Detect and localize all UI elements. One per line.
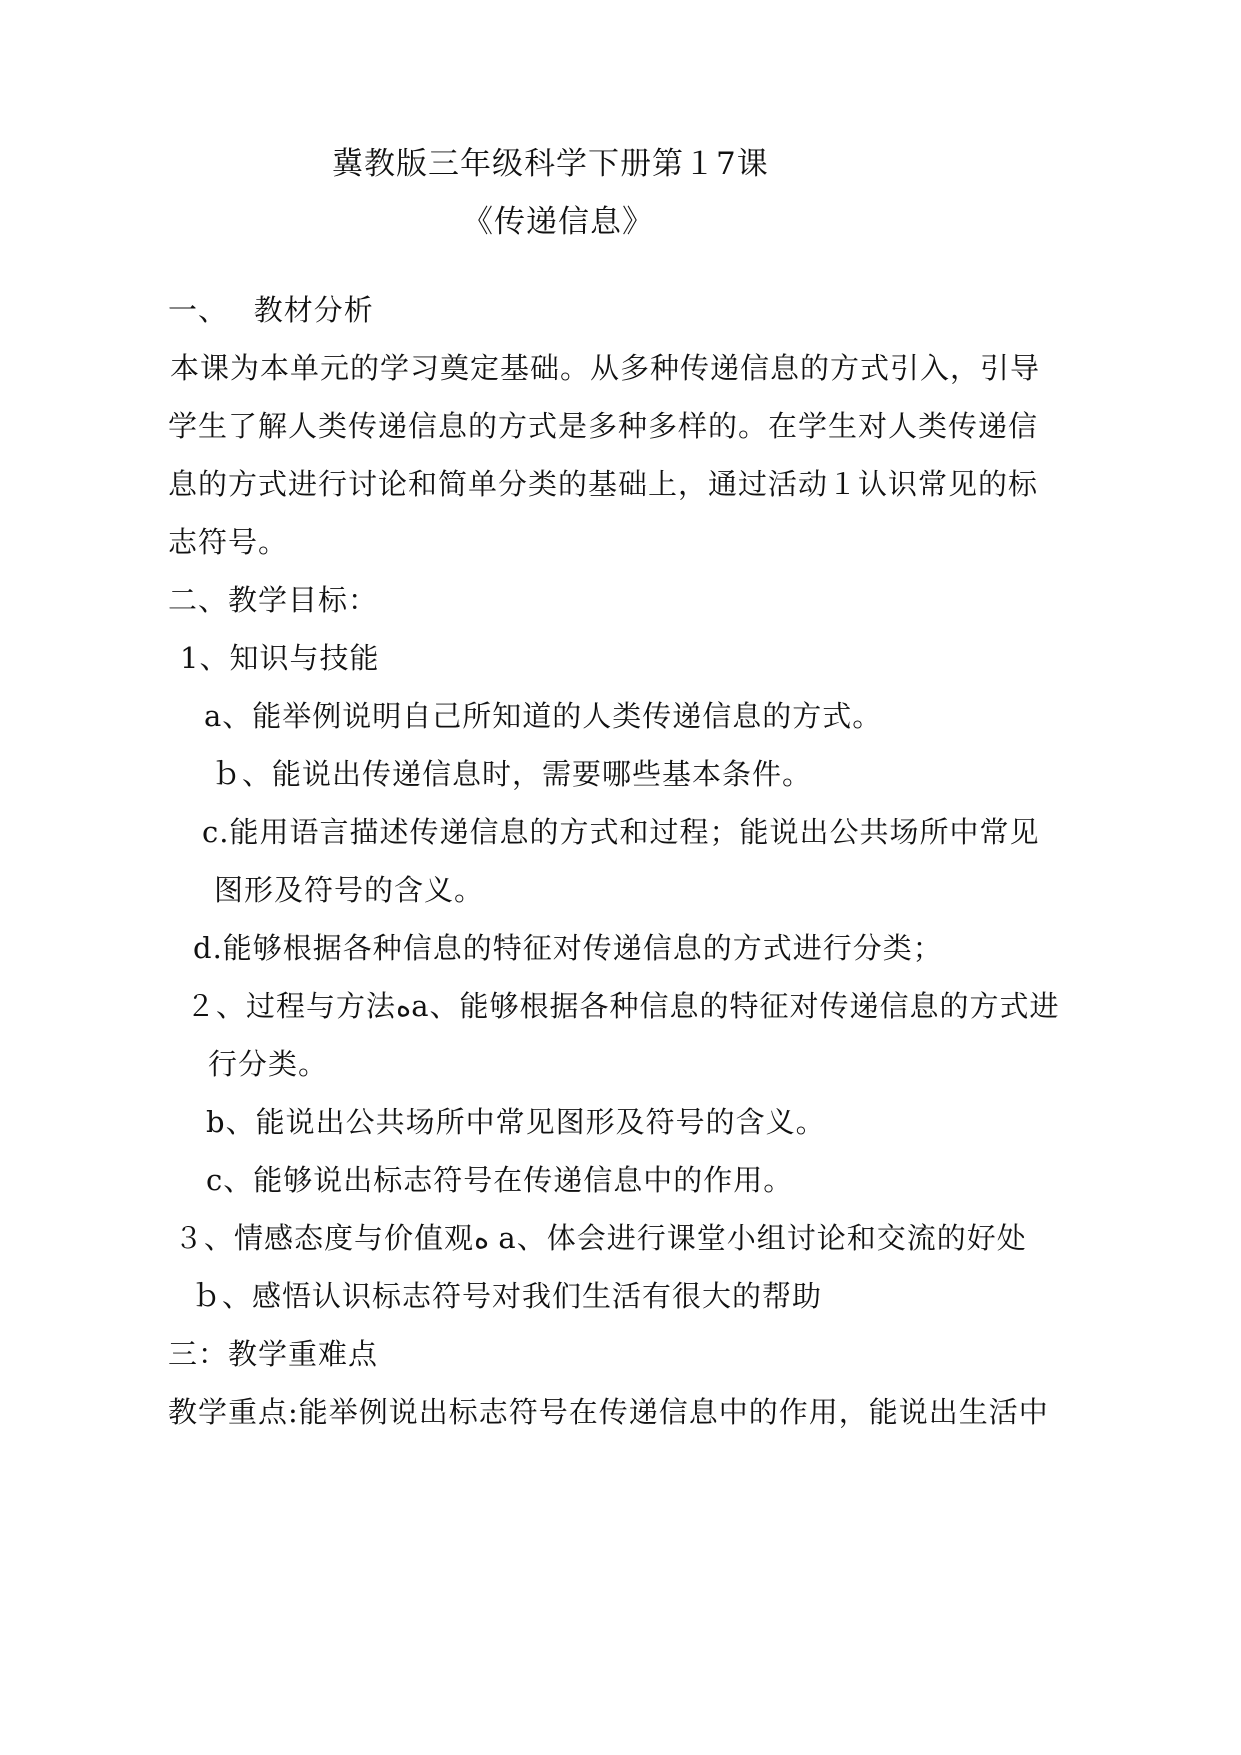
document-title: 冀教版三年级科学下册第１7课 (332, 146, 769, 182)
list-item: ｂ、能说出传递信息时，需要哪些基本条件。 (212, 757, 813, 791)
list-item-continuation: 图形及符号的含义。 (214, 873, 485, 907)
paragraph-line: 志符号。 (168, 525, 289, 559)
section-heading-goals: 二、教学目标： (168, 583, 379, 617)
list-item: a、能举例说明自己所知道的人类传递信息的方式。 (204, 699, 883, 733)
paragraph-line: 教学重点:能举例说出标志符号在传递信息中的作用，能说出生活中 (168, 1395, 1049, 1429)
document-subtitle: 《传递信息》 (462, 204, 654, 240)
subheading-attitude: ３、情感态度与价值观ﻩ a、体会进行课堂小组讨论和交流的好处 (174, 1221, 1027, 1255)
list-item: c、能够说出标志符号在传递信息中的作用。 (206, 1163, 794, 1197)
list-item: c.能用语言描述传递信息的方式和过程；能说出公共场所中常见 (202, 815, 1040, 849)
subheading-process: ２、过程与方法ﻩa、能够根据各种信息的特征对传递信息的方式进 (186, 989, 1060, 1023)
subheading-knowledge: 1、知识与技能 (180, 641, 380, 675)
paragraph-line: 本课为本单元的学习奠定基础。从多种传递信息的方式引入，引导 (170, 351, 1041, 385)
paragraph-line: 学生了解人类传递信息的方式是多种多样的。在学生对人类传递信 (168, 409, 1039, 443)
section-heading-difficulties: 三：教学重难点 (168, 1337, 379, 1371)
list-item: ｂ、感悟认识标志符号对我们生活有很大的帮助 (192, 1279, 823, 1313)
list-item: b、能说出公共场所中常见图形及符号的含义。 (206, 1105, 826, 1139)
paragraph-line: 息的方式进行讨论和简单分类的基础上，通过活动１认识常见的标 (168, 467, 1039, 501)
section-heading-materials: 一、 教材分析 (168, 293, 374, 327)
list-item: d.能够根据各种信息的特征对传递信息的方式进行分类； (193, 931, 943, 965)
list-item-continuation: 行分类。 (208, 1047, 329, 1081)
